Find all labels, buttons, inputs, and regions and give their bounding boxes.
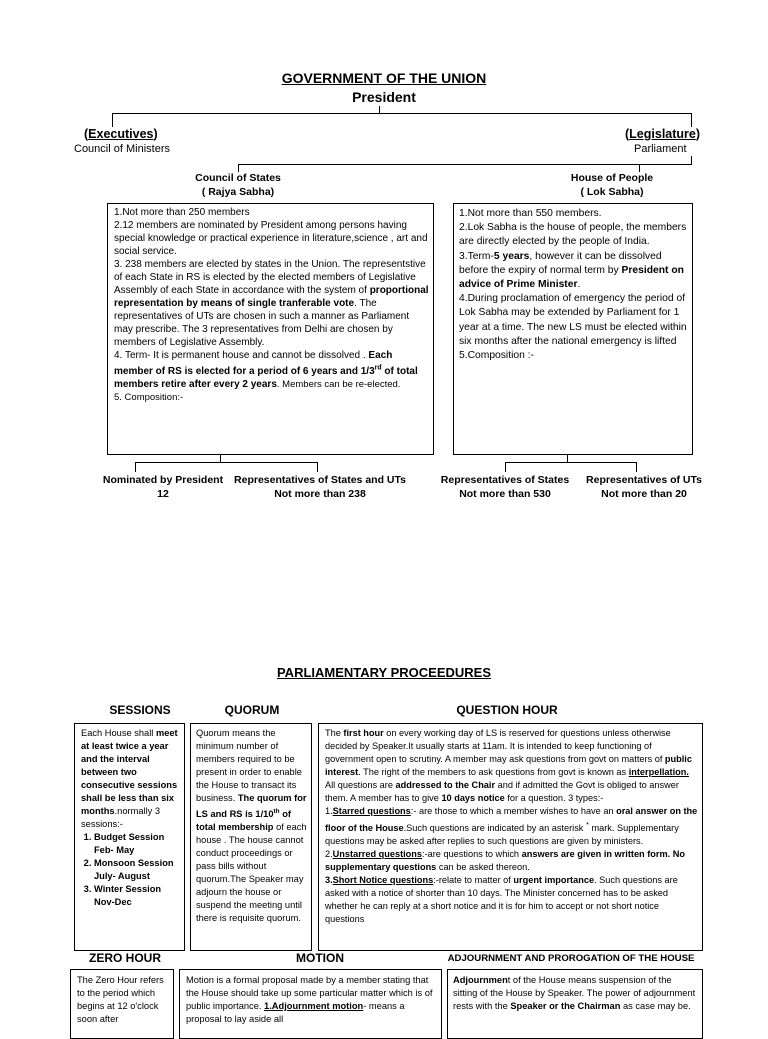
quorum-heading: QUORUM	[224, 703, 280, 717]
parliament-branch	[238, 164, 692, 165]
quorum-box: Quorum means the minimum number of members required to be present in order to enable the House to transact its business. The quorum for LS and RS is 1/10th of total membership of each house . The house cannot conduct proceedings or pass bills without quorum.The Speaker may adjourn the house or suspend the meeting until there is requisite quorum.	[190, 723, 312, 951]
top-branch-line	[112, 113, 692, 114]
rajya-comp-drop2	[317, 462, 318, 472]
executive-sub: Council of Ministers	[74, 143, 170, 155]
sessions-heading: SESSIONS	[109, 703, 171, 717]
lok-sabha-box: 1.Not more than 550 members. 2.Lok Sabha is the house of people, the members are directly elected by the people of India. 3.Term-5 years, however it can be dissolved before the expiry of normal term by President on advice of Prime Minister. 4.During proclamation of emergency the period of Lok Sabha may be extended by Parliament for 1 year at a time. The new LS must be elected within six months after the national emergency is lifted 5.Composition :-	[453, 203, 693, 455]
rajya-title: Council of States ( Rajya Sabha)	[195, 172, 281, 198]
lok-comp-branch	[505, 462, 637, 463]
legislature-label: (Legislature)	[625, 127, 701, 141]
lok-comp-drop2	[636, 462, 637, 472]
page-title: GOVERNMENT OF THE UNION	[281, 70, 487, 86]
legis-drop	[691, 113, 692, 127]
rajya-comp-nominated: Nominated by President 12	[102, 474, 224, 500]
rajya-sabha-box: 1.Not more than 250 members 2.12 members are nominated by President among persons having special knowledge or practical experience in literature,science , art and social service. 3. 238 members are elected by states in the Union. The representstive of each State in RS is elected by the elected members of Legislative Assembly of each State in accordance with the system of proportional representation by means of single tranferable vote. The representatives of UTs are chosen in such a manner as Parliament may prescribe. The 3 representatives from Delhi are chosen by members of Legislative Assembly. 4. Term- It is permanent house and cannot be dissolved . Each member of RS is elected for a period of 6 years and 1/3rd of total members retire after every 2 years. Members can be re-elected. 5. Composition:-	[107, 203, 434, 455]
question-hour-heading: QUESTION HOUR	[456, 703, 558, 717]
lok-comp-uts: Representatives of UTs Not more than 20	[586, 474, 702, 500]
session-item: 3. Winter Session Nov-Dec	[94, 883, 181, 909]
adjournment-box: Adjournment of the House means suspension of the sitting of the House by Speaker. The power of adjournment rests with the Speaker or the Chairman as case may be.	[447, 969, 703, 1039]
lok-comp-drop1	[505, 462, 506, 472]
president-label: President	[352, 89, 416, 105]
question-hour-box: The first hour on every working day of LS is reserved for questions unless otherwise decided by Speaker.It usually starts at 11am. It is intended to keep functioning of government open to scrutiny. A member may ask questions from govt on matters of public interest. The right of the members to ask questions from govt is known as interpellation. All questions are addressed to the Chair and if admitted the Govt is obliged to answer them. A member has to give 10 days notice for a question. 3 types:- 1.Starred questions:- are those to which a member wishes to have an oral answer on the floor of the House.Such questions are indicated by an asterisk * mark. Supplementary questions may be asked after replies to such questions are given by ministers. 2.Unstarred questions:-are questions to which answers are given in written form. No supplementary questions can be asked thereon. 3.Short Notice questions:-relate to matter of urgent importance. Such questions are asked with a notice of shorter than 10 days. The Minister concerned has to be asked whether he can reply at a short notice and it is for him to accept or not short notice questions	[318, 723, 703, 951]
zero-hour-box: The Zero Hour refers to the period which begins at 12 o'clock soon after	[70, 969, 174, 1039]
proceedings-title: PARLIAMENTARY PROCEEDURES	[276, 665, 492, 680]
executive-label: (Executives)	[84, 127, 158, 141]
sessions-box: Each House shall meet at least twice a year and the interval between two consecutive sessions shall be less than six months.normally 3 sessions:- 1. Budget Session Feb- May 2. Monsoon Session July- August 3. Winter Session Nov-Dec	[74, 723, 185, 951]
adjournment-heading: ADJOURNMENT AND PROROGATION OF THE HOUSE	[447, 953, 695, 964]
lok-comp-states: Representatives of States Not more than 530	[440, 474, 570, 500]
exec-drop	[112, 113, 113, 127]
rajya-comp-drop1	[135, 462, 136, 472]
motion-heading: MOTION	[296, 951, 344, 965]
rajya-comp-representatives: Representatives of States and UTs Not more than 238	[234, 474, 406, 500]
zero-hour-heading: ZERO HOUR	[89, 951, 161, 965]
rajya-comp-branch	[135, 462, 318, 463]
lok-title: House of People ( Lok Sabha)	[570, 172, 654, 198]
motion-box: Motion is a formal proposal made by a member stating that the House should take up some particular matter which is of public importance. 1.Adjournment motion- means a proposal to lay aside all	[179, 969, 442, 1039]
session-item: 1. Budget Session Feb- May	[94, 831, 181, 857]
session-item: 2. Monsoon Session July- August	[94, 857, 181, 883]
legislature-sub: Parliament	[634, 143, 687, 155]
